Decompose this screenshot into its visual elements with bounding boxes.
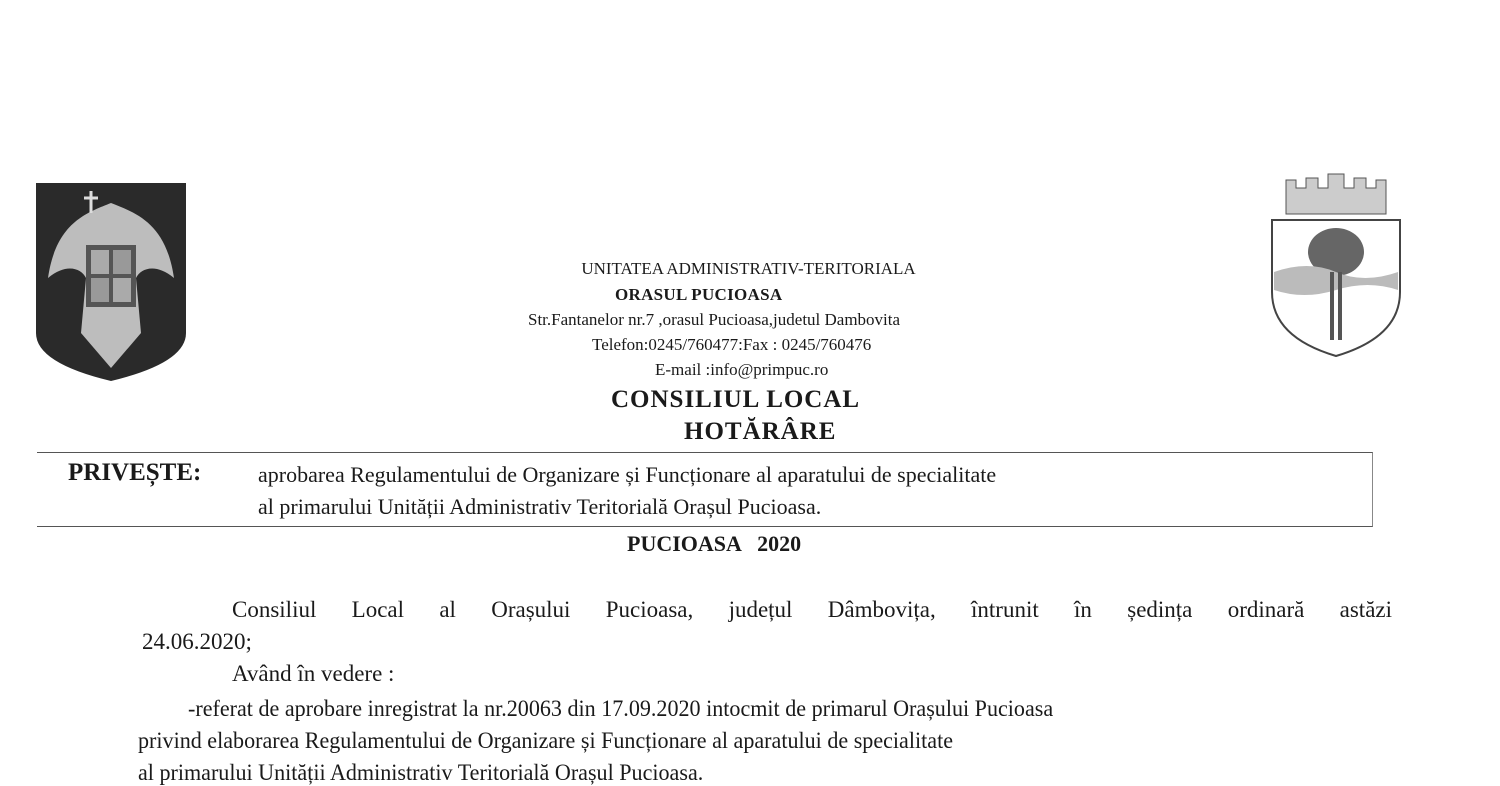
body-p3-line3: al primarului Unității Administrativ Teritorială Orașul Pucioasa. bbox=[138, 760, 704, 785]
header-city: ORASUL PUCIOASA bbox=[615, 285, 783, 304]
document-type: HOTĂRÂRE bbox=[684, 418, 837, 445]
body-p3-line1: -referat de aprobare inregistrat la nr.20063 din 17.09.2020 intocmit de primarul Orașului Pucioasa bbox=[188, 696, 1054, 721]
header-phone: Telefon:0245/760477:Fax : 0245/760476 bbox=[592, 335, 872, 354]
body-p2: Având în vedere : bbox=[232, 661, 395, 686]
body-p1-line2: 24.06.2020; bbox=[142, 629, 252, 654]
header-line-1: UNITATEA ADMINISTRATIV-TERITORIALA bbox=[581, 259, 916, 278]
header-email: E-mail :info@primpuc.ro bbox=[655, 360, 829, 379]
subject-label: PRIVEȘTE: bbox=[68, 459, 202, 486]
subject-line-1: aprobarea Regulamentului de Organizare și Funcționare al aparatului de specialitate bbox=[258, 462, 997, 487]
body-p1-line1: Consiliul Local al Orașului Pucioasa, județul Dâmbovița, întrunit în ședința ordinară astăzi bbox=[232, 597, 1392, 622]
place-year: PUCIOASA 2020 bbox=[627, 531, 802, 556]
subject-line-2: al primarului Unității Administrativ Teritorială Orașul Pucioasa. bbox=[258, 494, 822, 519]
header-address: Str.Fantanelor nr.7 ,orasul Pucioasa,judetul Dambovita bbox=[528, 310, 901, 329]
romania-coat-of-arms bbox=[36, 183, 186, 381]
council-title: CONSILIUL LOCAL bbox=[611, 386, 861, 413]
body-p3-line2: privind elaborarea Regulamentului de Organizare și Funcționare al aparatului de specialitate bbox=[138, 728, 954, 753]
